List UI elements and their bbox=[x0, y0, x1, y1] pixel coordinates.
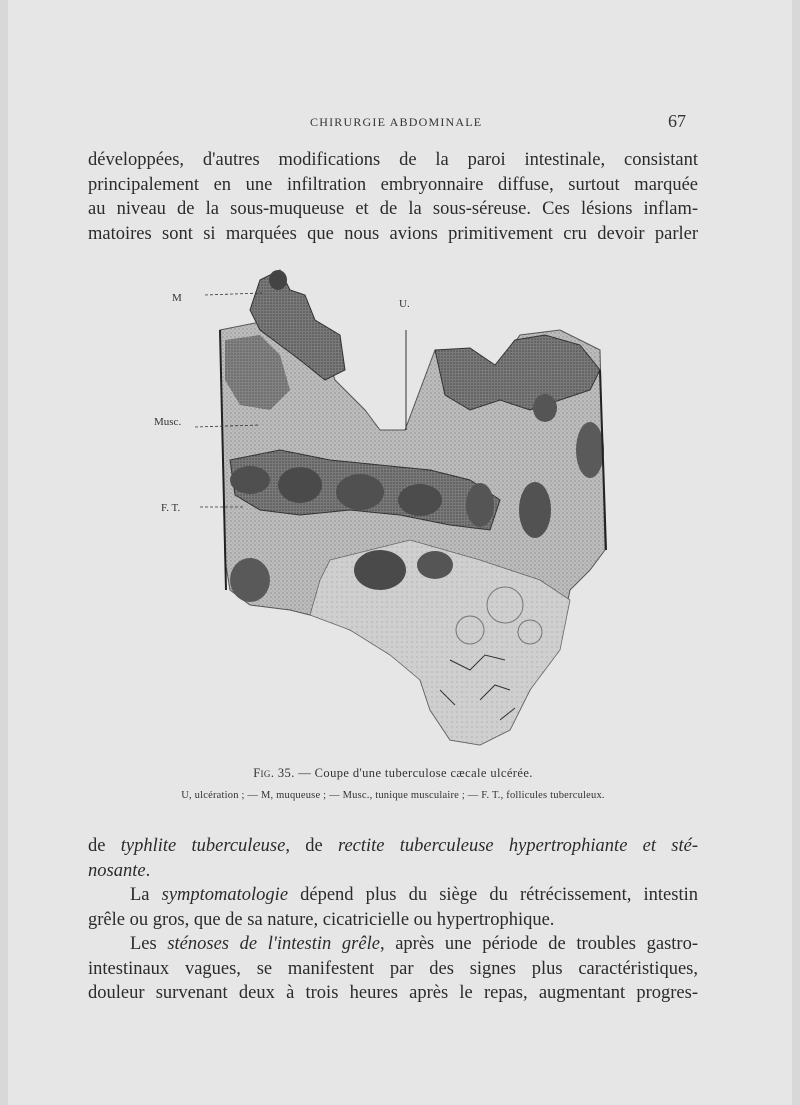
text-line: développées, d'autres modifications de la paroi intestinale, consistant bbox=[88, 150, 698, 170]
text-line: Les sténoses de l'intestin grêle, après une période de troubles gastro- bbox=[130, 934, 698, 954]
text-line: de typhlite tuberculeuse, de rectite tuberculeuse hypertrophiante et sté- bbox=[88, 836, 698, 856]
label-mucosa: M bbox=[172, 292, 182, 304]
page-left-edge bbox=[0, 0, 8, 1105]
label-follicles: F. T. bbox=[161, 502, 181, 514]
figure-caption-prefix: Fig. bbox=[253, 766, 275, 780]
label-muscular: Musc. bbox=[154, 416, 182, 428]
text-line: grêle ou gros, que de sa nature, cicatricielle ou hypertrophique. bbox=[88, 909, 555, 930]
running-head: CHIRURGIE ABDOMINALE bbox=[310, 115, 483, 129]
text-line: intestinaux vagues, se manifestent par des signes plus caractéristiques, bbox=[88, 958, 698, 979]
figure-caption bbox=[88, 766, 698, 781]
bottom-paragraph bbox=[88, 834, 698, 1006]
figure-caption-text: 35. — Coupe d'une tuberculose cæcale ulcérée. bbox=[277, 766, 533, 780]
page-number: 67 bbox=[668, 111, 686, 131]
figure-legend: U, ulcération ; — M, muqueuse ; — Musc., tunique musculaire ; — F. T., follicules tuberculeux. bbox=[181, 790, 605, 801]
text-line: La symptomatologie dépend plus du siège du rétrécissement, intestin bbox=[130, 885, 698, 905]
text-line: douleur survenant deux à trois heures après le repas, augmentant progres- bbox=[88, 983, 698, 1003]
label-ulceration: U. bbox=[399, 298, 410, 310]
histology-figure bbox=[150, 260, 620, 755]
page-right-edge bbox=[792, 0, 800, 1105]
tissue-section-illustration bbox=[150, 260, 620, 755]
text-line: principalement en une infiltration embryonnaire diffuse, surtout marquée bbox=[88, 174, 698, 195]
text-line: nosante. bbox=[88, 860, 151, 881]
top-paragraph bbox=[88, 148, 698, 246]
text-line: au niveau de la sous-muqueuse et de la sous-séreuse. Ces lésions inflam- bbox=[88, 199, 698, 219]
text-line: matoires sont si marquées que nous avions primitivement cru devoir parler bbox=[88, 223, 698, 244]
